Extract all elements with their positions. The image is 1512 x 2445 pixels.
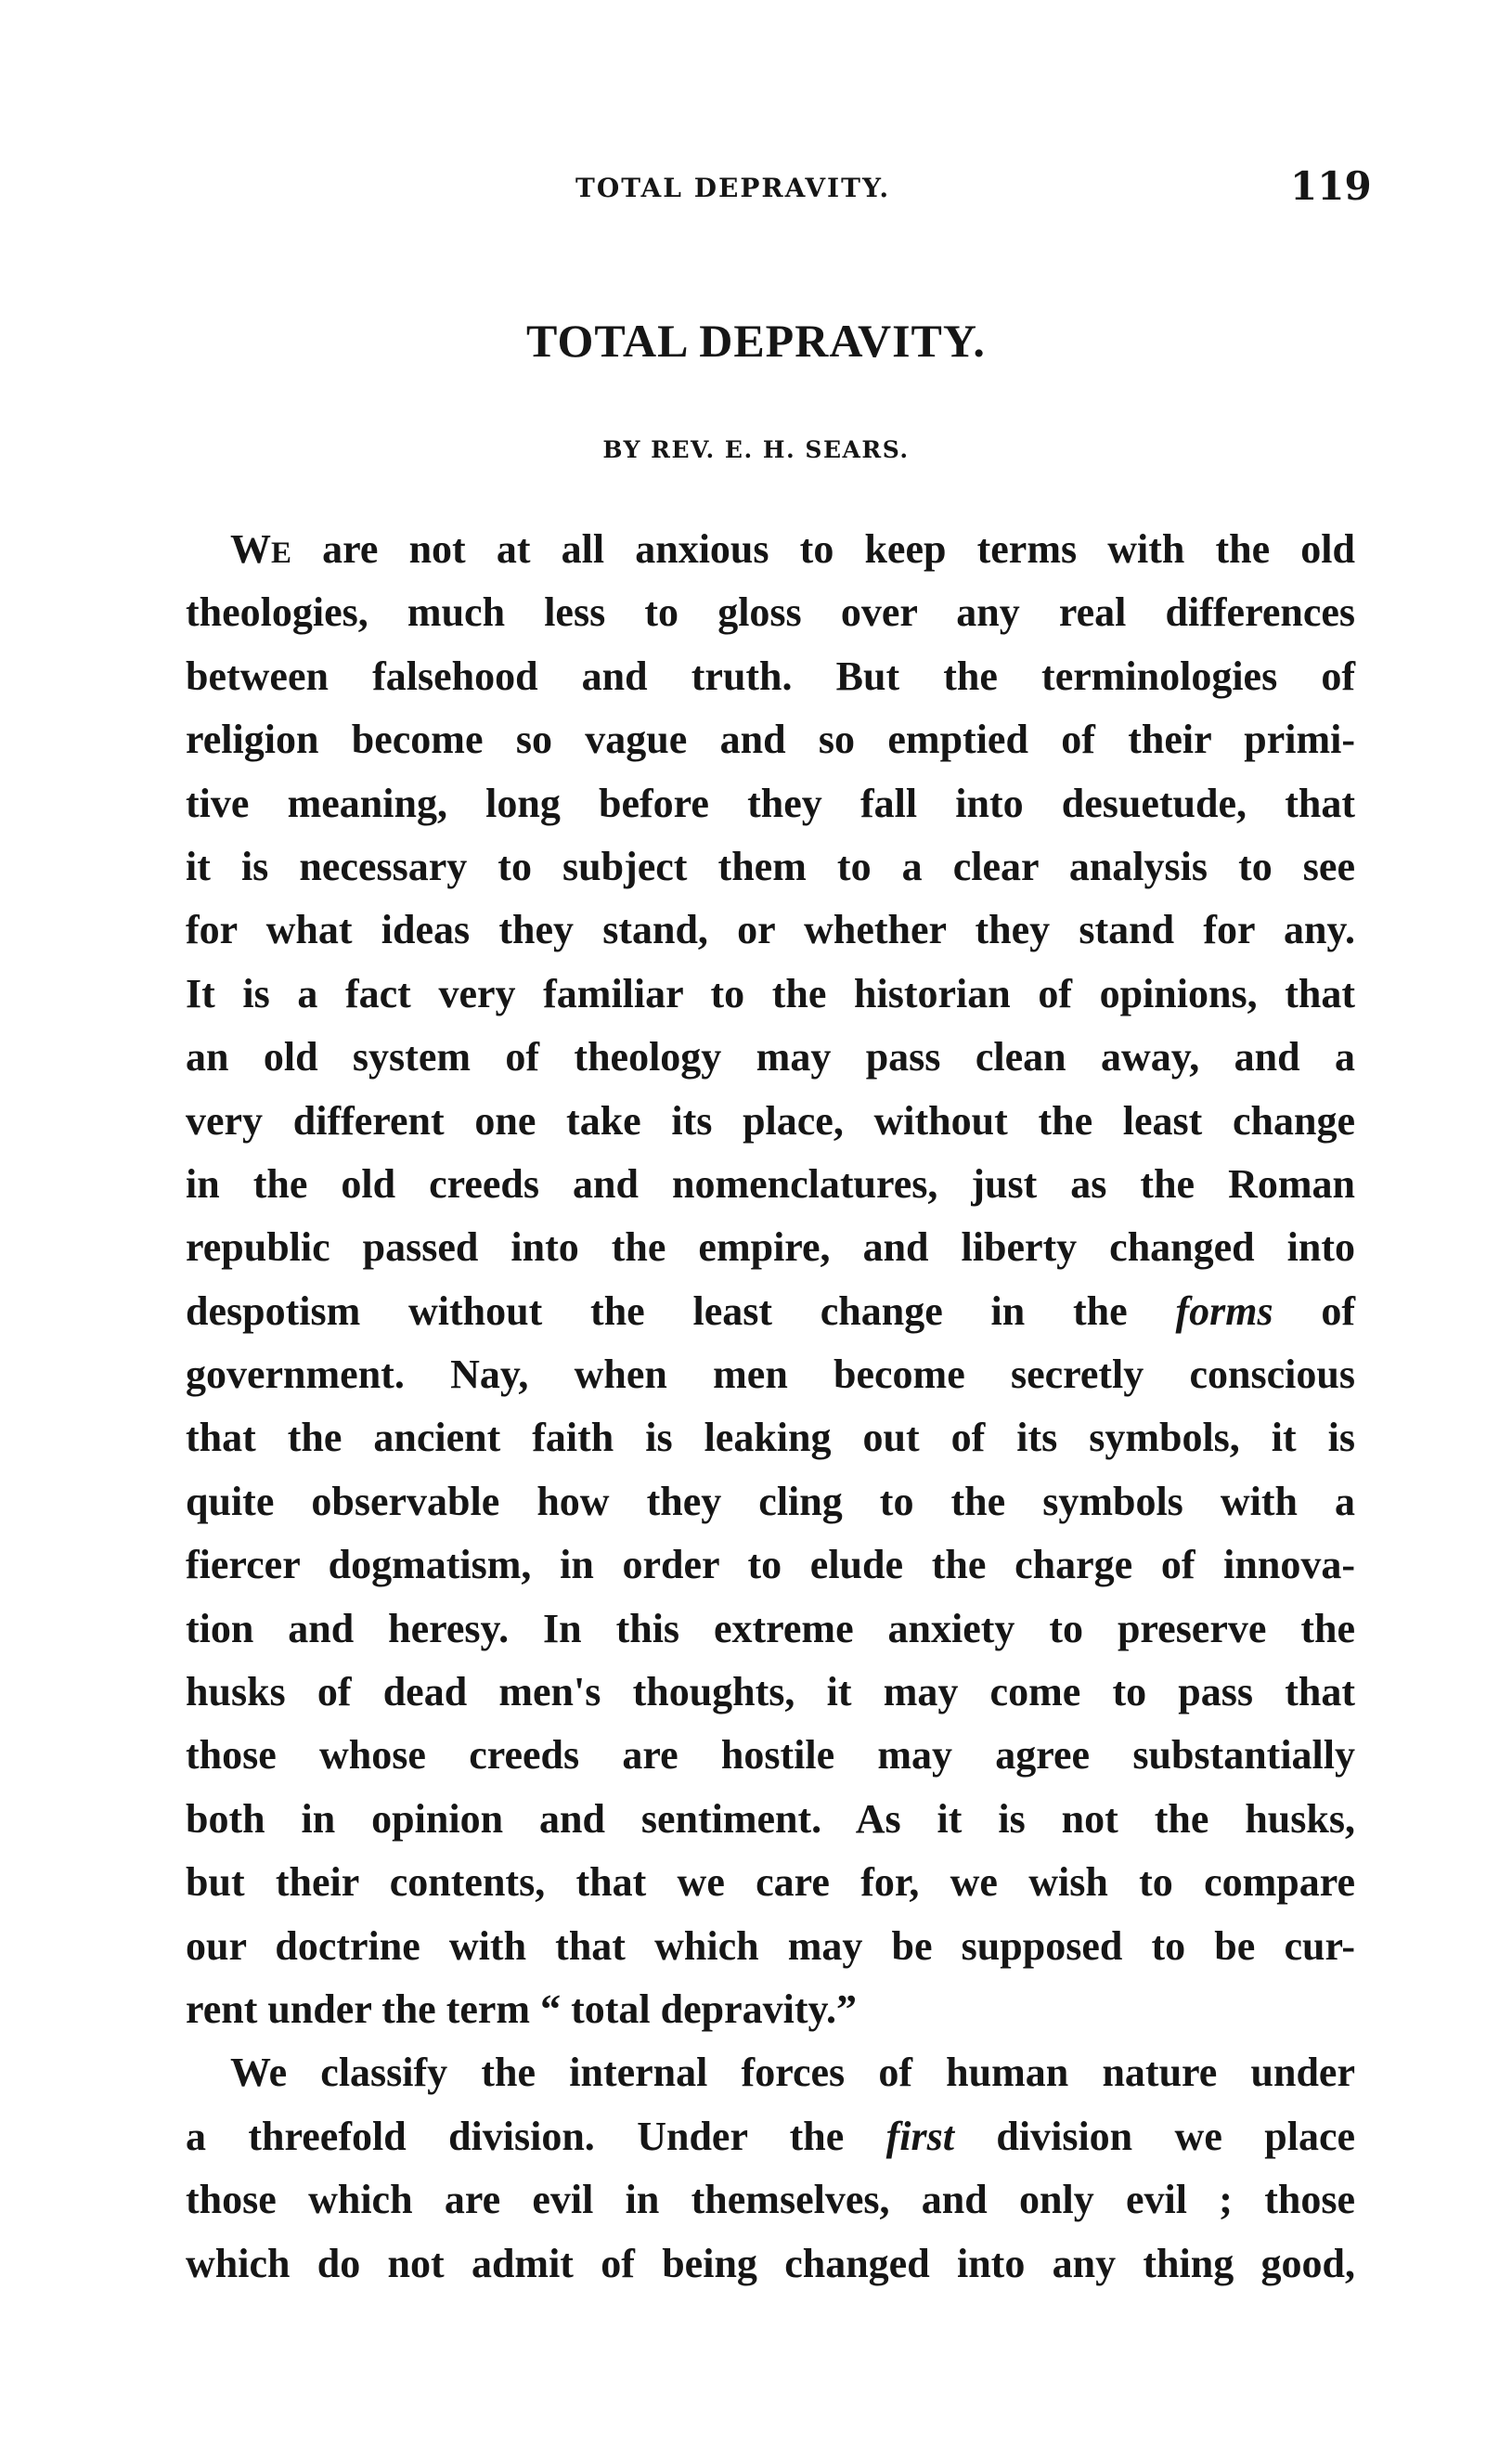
text-line: but their contents, that we care for, we wish to compare — [186, 1859, 1355, 1906]
text-line: republic passed into the empire, and liberty changed into — [186, 1224, 1355, 1271]
text-line: theologies, much less to gloss over any real differences — [186, 589, 1355, 636]
text-line: for what ideas they stand, or whether they stand for any. — [186, 907, 1355, 953]
text-line: in the old creeds and nomenclatures, just as the Roman — [186, 1160, 1355, 1207]
text-line: it is necessary to subject them to a clear analysis to see — [186, 843, 1355, 889]
running-title: TOTAL DEPRAVITY. — [575, 173, 891, 203]
text-line: those whose creeds are hostile may agree substantially — [186, 1732, 1355, 1779]
text-line: fiercer dogmatism, in order to elude the charge of innova- — [186, 1542, 1355, 1588]
text-line: despotism without the least change in the forms of — [186, 1287, 1355, 1334]
text-line: which do not admit of being changed into any thing good, — [186, 2240, 1355, 2286]
text-line: government. Nay, when men become secretly conscious — [186, 1352, 1355, 1398]
body-text — [186, 518, 1355, 2296]
text-line: We classify the internal forces of human nature under — [230, 2050, 1355, 2096]
article-title: TOTAL DEPRAVITY. — [526, 315, 986, 367]
page-number: 119 — [1290, 163, 1372, 209]
text-line: an old system of theology may pass clean away, and a — [186, 1034, 1355, 1080]
text-line: religion become so vague and so emptied of their primi- — [186, 717, 1355, 763]
text-line: between falsehood and truth. But the terminologies of — [186, 653, 1355, 699]
text-line: that the ancient faith is leaking out of its symbols, it is — [186, 1415, 1355, 1461]
running-head — [0, 163, 1512, 219]
text-line: quite observable how they cling to the symbols with a — [186, 1478, 1355, 1524]
text-line: both in opinion and sentiment. As it is not the husks, — [186, 1795, 1355, 1842]
text-line: very different one take its place, without the least change — [186, 1097, 1355, 1144]
text-line: those which are evil in themselves, and only evil ; those — [186, 2177, 1355, 2223]
text-line: It is a fact very familiar to the historian of opinions, that — [186, 970, 1355, 1016]
text-line: husks of dead men's thoughts, it may come to pass that — [186, 1669, 1355, 1715]
text-line: our doctrine with that which may be supposed to be cur- — [186, 1922, 1355, 1969]
text-line: tive meaning, long before they fall into desuetude, that — [186, 780, 1355, 826]
text-line: rent under the term “ total depravity.” — [186, 1986, 858, 2032]
text-line: a threefold division. Under the first division we place — [186, 2113, 1355, 2159]
text-line: tion and heresy. In this extreme anxiety to preserve the — [186, 1605, 1355, 1651]
article-byline: BY REV. E. H. SEARS. — [602, 436, 910, 463]
text-line: WE are not at all anxious to keep terms with the old — [230, 526, 1355, 572]
